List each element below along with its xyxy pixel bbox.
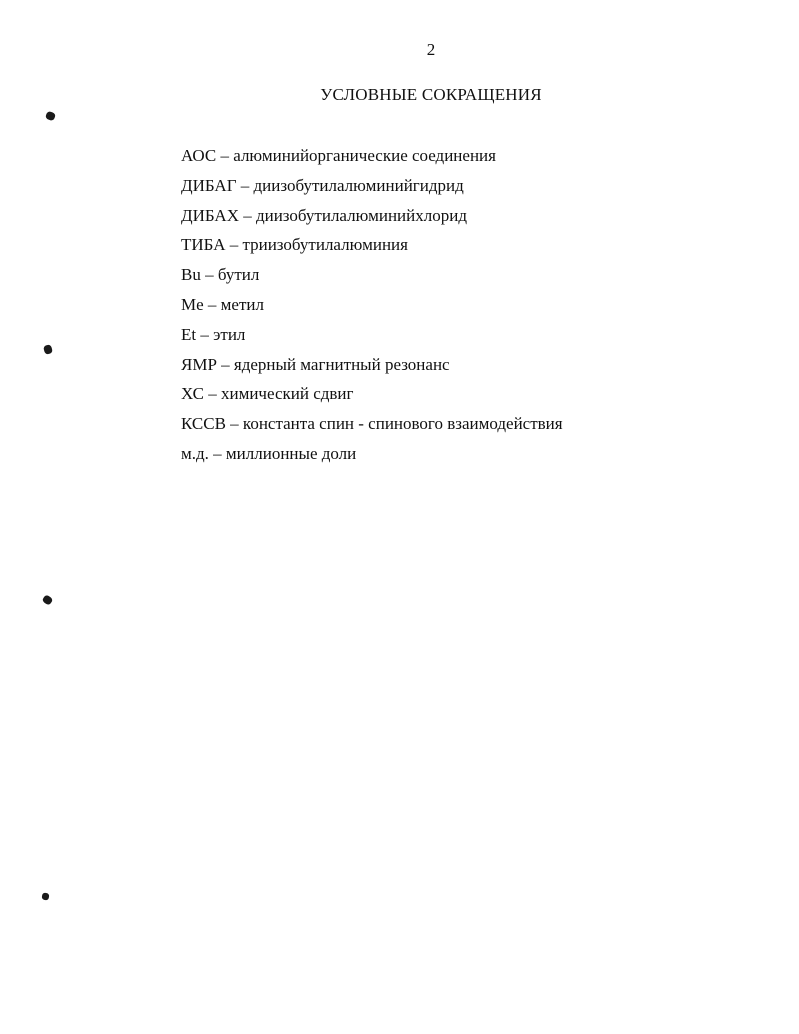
abbreviation-item: Bu – бутил bbox=[181, 265, 260, 285]
abbreviation-item: ЯМР – ядерный магнитный резонанс bbox=[181, 354, 450, 374]
page-title: УСЛОВНЫЕ СОКРАЩЕНИЯ bbox=[320, 85, 542, 104]
scan-speck bbox=[45, 111, 56, 122]
abbreviation-item: ХС – химический сдвиг bbox=[181, 384, 354, 404]
scan-speck bbox=[42, 594, 54, 606]
abbreviation-item: м.д. – миллионные доли bbox=[181, 443, 357, 463]
scan-speck bbox=[43, 344, 53, 355]
abbreviation-item: ДИБАГ – диизобутилалюминийгидрид bbox=[181, 175, 464, 195]
abbreviation-item: Et – этил bbox=[181, 324, 246, 344]
page-number: 2 bbox=[426, 40, 436, 59]
abbreviation-item: Me – метил bbox=[181, 294, 264, 314]
abbreviation-list bbox=[181, 145, 563, 473]
scan-speck bbox=[41, 892, 49, 900]
abbreviation-item: КССВ – константа спин - спинового взаимодействия bbox=[181, 414, 563, 434]
abbreviation-item: ДИБАХ – диизобутилалюминийхлорид bbox=[181, 205, 467, 225]
abbreviation-item: АОС – алюминийорганические соединения bbox=[181, 146, 496, 165]
abbreviation-item: ТИБА – триизобутилалюминия bbox=[181, 235, 408, 255]
